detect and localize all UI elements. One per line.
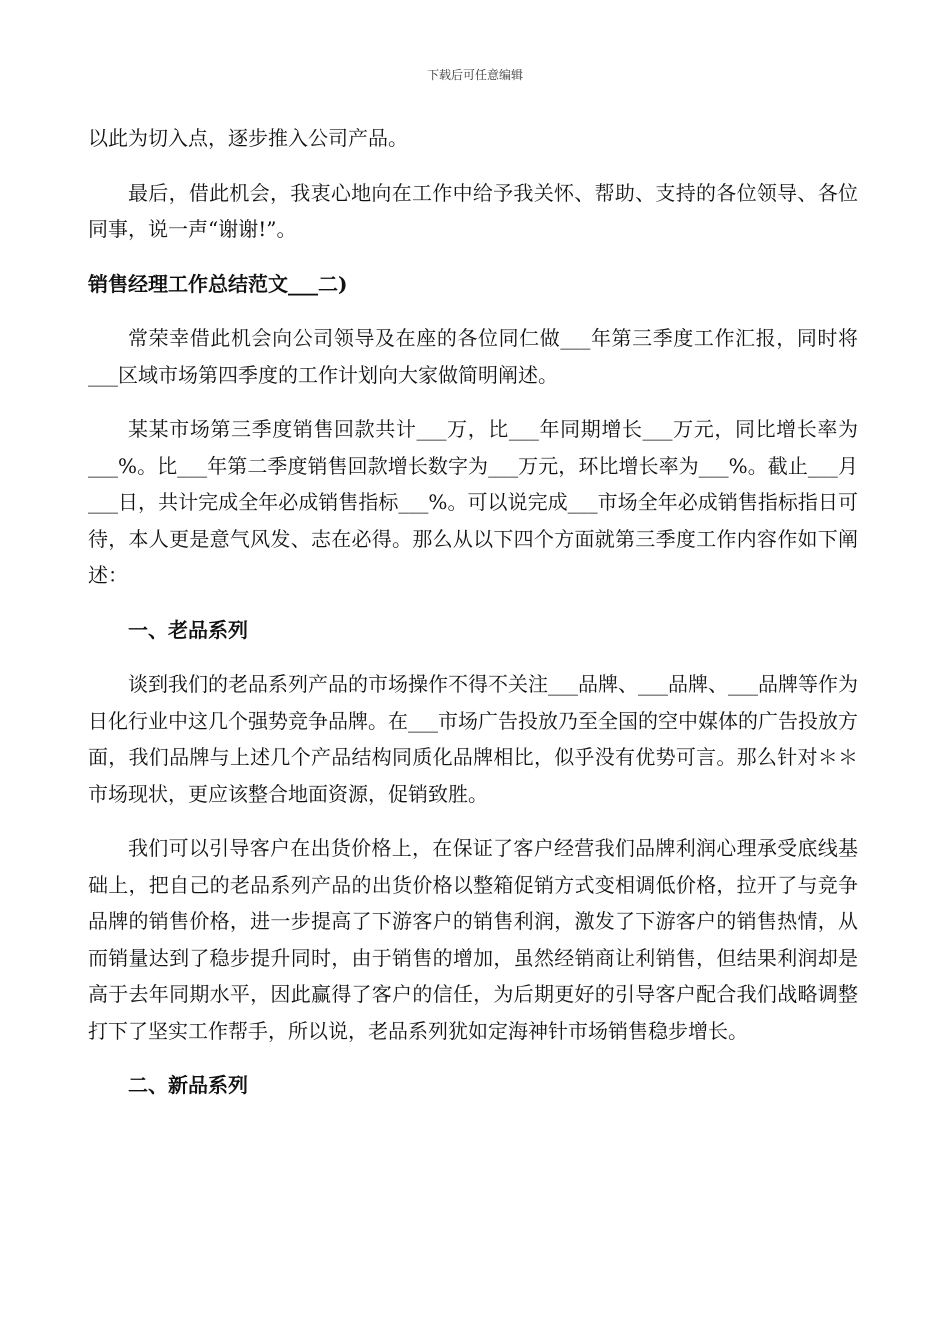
paragraph: 谈到我们的老品系列产品的市场操作不得不关注___品牌、___品牌、___品牌等作为日化行业中这几个强势竞争品牌。在___市场广告投放乃至全国的空中媒体的广告投放方面，我们品牌与上述几个产品结构同质化品牌相比，似乎没有优势可言。那么针对＊＊市场现状，更应该整合地面资源，促销致胜。 <box>88 672 858 806</box>
paragraph: 最后，借此机会，我衷心地向在工作中给予我关怀、帮助、支持的各位领导、各位同事，说一声“谢谢!”。 <box>88 180 858 241</box>
document-body <box>88 120 858 1122</box>
heading-old-products: 一、老品系列 <box>128 617 248 642</box>
paragraph: 以此为切入点，逐步推入公司产品。 <box>88 126 408 150</box>
paragraph: 常荣幸借此机会向公司领导及在座的各位同仁做___年第三季度工作汇报，同时将___区域市场第四季度的工作计划向大家做简明阐述。 <box>88 326 858 387</box>
paragraph: 我们可以引导客户在出货价格上，在保证了客户经营我们品牌利润心理承受底线基础上，把自己的老品系列产品的出货价格以整箱促销方式变相调低价格，拉开了与竞争品牌的销售价格，进一步提高了下游客户的销售利润，激发了下游客户的销售热情，从而销量达到了稳步提升同时，由于销售的增加，虽然经销商让利销售，但结果利润却是高于去年同期水平，因此赢得了客户的信任，为后期更好的引导客户配合我们战略调整打下了坚实工作帮手，所以说，老品系列犹如定海神针市场销售稳步增长。 <box>88 836 858 1043</box>
section-title: 销售经理工作总结范文___二) <box>88 271 348 296</box>
header-note: 下载后可任意编辑 <box>426 68 523 82</box>
heading-new-products: 二、新品系列 <box>128 1073 248 1097</box>
paragraph: 某某市场第三季度销售回款共计___万，比___年同期增长___万元，同比增长率为___%。比___年第二季度销售回款增长数字为___万元，环比增长率为___%。截止___月___日，共计完成全年必成销售指标___%。可以说完成___市场全年必成销售指标指日可待，本人更是意气风发、志在必得。那么从以下四个方面就第三季度工作内容作如下阐述： <box>88 417 858 587</box>
